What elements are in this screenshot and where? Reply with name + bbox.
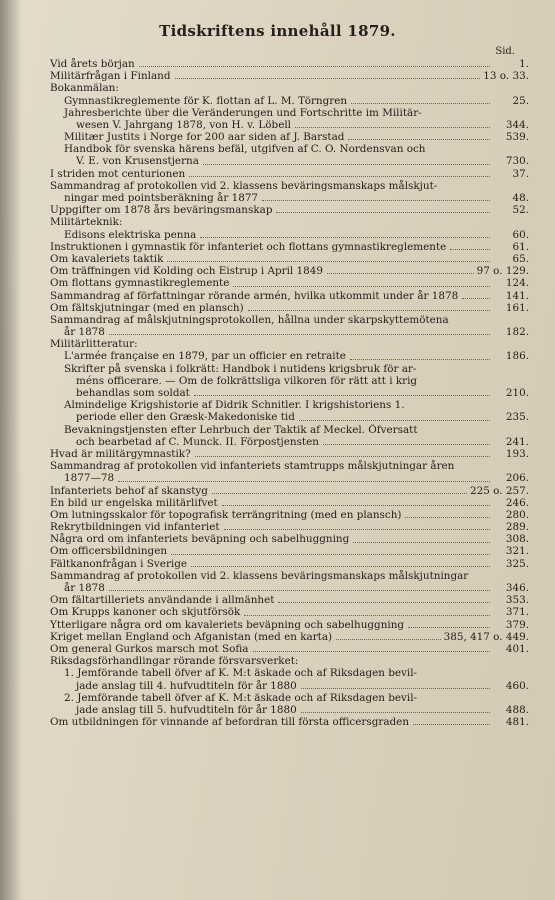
toc-leader-dots bbox=[224, 529, 490, 530]
toc-leader-dots bbox=[200, 237, 490, 238]
toc-entry-page: 539. bbox=[505, 131, 529, 144]
toc-entry-title: behandlas som soldat bbox=[76, 387, 190, 400]
toc-entry-page: 321. bbox=[505, 545, 529, 558]
toc-leader-dots bbox=[336, 639, 441, 640]
toc-entry-title: Om fältskjutningar (med en plansch) bbox=[50, 301, 244, 314]
toc-entry bbox=[50, 582, 529, 594]
toc-entry-page: 37. bbox=[512, 167, 529, 180]
toc-entry-title: Militärteknik: bbox=[50, 216, 123, 229]
toc-entry bbox=[50, 460, 529, 472]
toc-entry bbox=[50, 326, 529, 338]
toc-entry-page: 353. bbox=[505, 594, 529, 607]
toc-entry-page: 325. bbox=[505, 557, 529, 570]
page-edge-shadow bbox=[0, 0, 22, 900]
toc-entry bbox=[50, 631, 529, 643]
toc-entry-title: Kriget mellan England och Afganistan (med en karta) bbox=[50, 630, 333, 643]
toc-entry bbox=[50, 351, 529, 363]
toc-leader-dots bbox=[350, 359, 490, 360]
toc-entry-page: 344. bbox=[505, 118, 529, 131]
toc-leader-dots bbox=[203, 164, 490, 165]
toc-entry bbox=[50, 107, 529, 119]
toc-entry-page: 460. bbox=[505, 679, 529, 692]
toc-leader-dots bbox=[195, 456, 490, 457]
toc-entry bbox=[50, 521, 529, 533]
toc-entry-title: Sammandrag af författningar rörande armén, hvilka utkommit under år 1878 bbox=[50, 289, 459, 302]
toc-leader-dots bbox=[405, 517, 490, 518]
toc-entry-title: 1877—78 bbox=[64, 472, 115, 485]
toc-entry bbox=[50, 302, 529, 314]
toc-entry bbox=[50, 95, 529, 107]
toc-entry bbox=[50, 533, 529, 545]
toc-entry bbox=[50, 241, 529, 253]
toc-entry-title: Rekrytbildningen vid infanteriet bbox=[50, 521, 220, 534]
toc-leader-dots bbox=[413, 724, 490, 725]
toc-entry-page: 206. bbox=[505, 472, 529, 485]
toc-leader-dots bbox=[175, 78, 481, 79]
toc-entry-page: 481. bbox=[505, 716, 529, 729]
toc-entry-title: Om träffningen vid Kolding och Eistrup i April 1849 bbox=[50, 265, 323, 278]
toc-entry bbox=[50, 168, 529, 180]
toc-entry bbox=[50, 509, 529, 521]
toc-leader-dots bbox=[299, 420, 490, 421]
toc-leader-dots bbox=[233, 286, 490, 287]
toc-entry bbox=[50, 216, 529, 228]
toc-leader-dots bbox=[253, 651, 491, 652]
toc-entry-page: 401. bbox=[505, 642, 529, 655]
toc-leader-dots bbox=[212, 493, 467, 494]
toc-entry bbox=[50, 655, 529, 667]
toc-entry-page: 730. bbox=[505, 155, 529, 168]
toc-entry-title: Bokanmälan: bbox=[50, 82, 119, 95]
toc-entry-title: V. E. von Krusenstjerna bbox=[76, 155, 199, 168]
toc-entry bbox=[50, 411, 529, 423]
toc-leader-dots bbox=[462, 298, 490, 299]
toc-entry-title: Om lutningsskalor för topografisk terrängritning (med en plansch) bbox=[50, 508, 402, 521]
toc-entry-page: 280. bbox=[505, 508, 529, 521]
toc-entry-title: jade anslag till 5. hufvudtiteln för år 1880 bbox=[76, 703, 297, 716]
toc-entry-title: 1. Jemförande tabell öfver af K. M:t äskade och af Riksdagen bevil- bbox=[64, 667, 418, 680]
toc-leader-dots bbox=[348, 139, 490, 140]
toc-entry bbox=[50, 131, 529, 143]
toc-entry bbox=[50, 680, 529, 692]
toc-entry bbox=[50, 472, 529, 484]
toc-entry-title: ningar med pointsberäkning år 1877 bbox=[64, 192, 259, 205]
toc-entry-title: Militärlitteratur: bbox=[50, 338, 138, 351]
toc-entry-title: Jahresberichte über die Veränderungen und Fortschritte im Militär- bbox=[64, 106, 422, 119]
toc-entry-page: 379. bbox=[505, 618, 529, 631]
toc-entry-page: 385, 417 o. 449. bbox=[443, 630, 529, 643]
toc-entry bbox=[50, 338, 529, 350]
toc-entry-page: 13 o. 33. bbox=[483, 70, 529, 83]
toc-entry bbox=[50, 143, 529, 155]
toc-entry-title: Uppgifter om 1878 års beväringsmanskap bbox=[50, 204, 273, 217]
toc-entry-title: Skrifter på svenska i folkrätt: Handbok i nutidens krigsbruk för ar- bbox=[64, 362, 417, 375]
toc-entry bbox=[50, 204, 529, 216]
toc-leader-dots bbox=[262, 200, 490, 201]
toc-leader-dots bbox=[109, 334, 490, 335]
toc-entry-page: 371. bbox=[505, 606, 529, 619]
toc-entry bbox=[50, 546, 529, 558]
toc-entry-title: Fältkanonfrågan i Sverige bbox=[50, 557, 188, 570]
toc-entry-title: år 1878 bbox=[64, 582, 105, 595]
toc-leader-dots bbox=[327, 273, 474, 274]
toc-entry-page: 161. bbox=[505, 301, 529, 314]
toc-entry-title: periode eller den Græsk-Makedoniske tid bbox=[76, 411, 295, 424]
toc-entry-title: Om utbildningen för vinnande af befordran till första officersgraden bbox=[50, 716, 410, 729]
toc-entry bbox=[50, 363, 529, 375]
toc-leader-dots bbox=[222, 505, 490, 506]
toc-entry-page: 186. bbox=[505, 350, 529, 363]
table-of-contents bbox=[50, 58, 529, 728]
toc-entry-title: Vid årets början bbox=[50, 57, 135, 70]
toc-entry bbox=[50, 58, 529, 70]
toc-leader-dots bbox=[167, 261, 490, 262]
page-title: Tidskriftens innehåll 1879. bbox=[159, 22, 396, 40]
toc-leader-dots bbox=[301, 712, 490, 713]
toc-entry-title: méns officerare. — Om de folkrättsliga vilkoren för rätt att i krig bbox=[76, 374, 418, 387]
toc-entry-page: 235. bbox=[505, 411, 529, 424]
toc-entry-page: 1. bbox=[519, 57, 529, 70]
toc-entry bbox=[50, 606, 529, 618]
toc-entry-page: 141. bbox=[505, 289, 529, 302]
toc-entry bbox=[50, 424, 529, 436]
toc-entry-title: wesen V. Jahrgang 1878, von H. v. Löbell bbox=[76, 118, 292, 131]
toc-entry bbox=[50, 399, 529, 411]
toc-entry-title: Om fältartilleriets användande i allmänhet bbox=[50, 594, 275, 607]
toc-entry-title: L'armée française en 1879, par un officier en retraite bbox=[64, 350, 346, 363]
toc-entry-title: Edisons elektriska penna bbox=[64, 228, 197, 241]
toc-leader-dots bbox=[301, 688, 490, 689]
toc-entry bbox=[50, 253, 529, 265]
toc-entry-page: 48. bbox=[512, 192, 529, 205]
toc-entry-title: Infanteriets behof af skanstyg bbox=[50, 484, 208, 497]
toc-entry-title: Om kavaleriets taktik bbox=[50, 252, 164, 265]
toc-entry-title: I striden mot centurionen bbox=[50, 167, 186, 180]
toc-entry-title: och bearbetad af C. Munck. II. Förpostjensten bbox=[76, 435, 319, 448]
toc-leader-dots bbox=[276, 212, 490, 213]
toc-entry bbox=[50, 643, 529, 655]
toc-leader-dots bbox=[248, 310, 490, 311]
toc-entry-title: jade anslag till 4. hufvudtiteln för år 1880 bbox=[76, 679, 297, 692]
toc-entry bbox=[50, 704, 529, 716]
toc-entry-title: Sammandrag af protokollen vid 2. klassens beväringsmanskaps målskjut- bbox=[50, 179, 438, 192]
toc-entry bbox=[50, 387, 529, 399]
toc-entry-page: 25. bbox=[512, 94, 529, 107]
toc-entry-page: 61. bbox=[512, 240, 529, 253]
toc-entry-page: 308. bbox=[505, 533, 529, 546]
toc-entry-page: 97 o. 129. bbox=[476, 265, 529, 278]
toc-entry bbox=[50, 156, 529, 168]
toc-entry bbox=[50, 82, 529, 94]
toc-entry-title: Instruktionen i gymnastik för infanteriet och flottans gymnastikreglemente bbox=[50, 240, 447, 253]
toc-entry bbox=[50, 229, 529, 241]
toc-leader-dots bbox=[295, 127, 490, 128]
toc-entry-title: Om general Gurkos marsch mot Sofia bbox=[50, 642, 249, 655]
toc-entry bbox=[50, 70, 529, 82]
toc-entry-title: Sammandrag af protokollen vid 2. klassens beväringsmanskaps målskjutningar bbox=[50, 569, 469, 582]
toc-entry bbox=[50, 692, 529, 704]
toc-entry bbox=[50, 436, 529, 448]
toc-entry bbox=[50, 485, 529, 497]
toc-entry bbox=[50, 497, 529, 509]
toc-entry bbox=[50, 180, 529, 192]
toc-leader-dots bbox=[139, 66, 490, 67]
toc-leader-dots bbox=[408, 627, 490, 628]
toc-entry-title: Gymnastikreglemente för K. flottan af L. M. Törngren bbox=[64, 94, 348, 107]
toc-entry bbox=[50, 119, 529, 131]
toc-entry bbox=[50, 192, 529, 204]
toc-entry bbox=[50, 448, 529, 460]
toc-entry-page: 182. bbox=[505, 326, 529, 339]
toc-entry bbox=[50, 716, 529, 728]
toc-entry-title: Om flottans gymnastikreglemente bbox=[50, 277, 230, 290]
toc-entry-title: Ytterligare några ord om kavaleriets beväpning och sabelhuggning bbox=[50, 618, 405, 631]
toc-entry bbox=[50, 619, 529, 631]
toc-entry-page: 488. bbox=[505, 703, 529, 716]
toc-entry-title: Sammandrag af målskjutningsprotokollen, hållna under skarpskyttemötena bbox=[50, 313, 449, 326]
toc-entry-page: 241. bbox=[505, 435, 529, 448]
toc-entry bbox=[50, 265, 529, 277]
toc-leader-dots bbox=[278, 602, 490, 603]
toc-entry-title: Sammandrag af protokollen vid infanteriets stamtrupps målskjutningar åren bbox=[50, 460, 455, 473]
toc-entry-page: 65. bbox=[512, 252, 529, 265]
toc-entry-title: En bild ur engelska militärlifvet bbox=[50, 496, 218, 509]
toc-entry-title: 2. Jemförande tabell öfver af K. M:t äskade och af Riksdagen bevil- bbox=[64, 691, 418, 704]
toc-leader-dots bbox=[244, 615, 490, 616]
toc-entry-title: Militärfrågan i Finland bbox=[50, 70, 171, 83]
toc-entry bbox=[50, 570, 529, 582]
toc-entry-title: Almindelige Krigshistorie af Didrik Schnitler. I krigshistoriens 1. bbox=[64, 399, 405, 412]
toc-entry-page: 193. bbox=[505, 447, 529, 460]
toc-leader-dots bbox=[118, 481, 490, 482]
toc-entry-page: 210. bbox=[505, 387, 529, 400]
toc-leader-dots bbox=[171, 554, 490, 555]
toc-entry-page: 246. bbox=[505, 496, 529, 509]
toc-entry bbox=[50, 667, 529, 679]
toc-entry bbox=[50, 314, 529, 326]
toc-entry-page: 346. bbox=[505, 582, 529, 595]
toc-entry-title: Hvad är militärgymnastik? bbox=[50, 447, 191, 460]
toc-entry bbox=[50, 594, 529, 606]
toc-entry-page: 52. bbox=[512, 204, 529, 217]
toc-leader-dots bbox=[109, 590, 490, 591]
toc-entry bbox=[50, 277, 529, 289]
toc-leader-dots bbox=[450, 249, 490, 250]
toc-entry-page: 225 o. 257. bbox=[470, 484, 529, 497]
toc-entry-title: Handbok för svenska härens befäl, utgifven af C. O. Nordensvan och bbox=[64, 143, 426, 156]
toc-entry-title: Om Krupps kanoner och skjutförsök bbox=[50, 606, 241, 619]
toc-leader-dots bbox=[353, 542, 490, 543]
page-column-header: Sid. bbox=[495, 46, 515, 57]
toc-entry bbox=[50, 290, 529, 302]
toc-entry-title: Om officersbildningen bbox=[50, 545, 168, 558]
toc-leader-dots bbox=[323, 444, 490, 445]
toc-entry-title: Militær Justits i Norge for 200 aar siden af J. Barstad bbox=[64, 131, 345, 144]
toc-entry bbox=[50, 558, 529, 570]
toc-entry-page: 289. bbox=[505, 521, 529, 534]
toc-entry-page: 60. bbox=[512, 228, 529, 241]
toc-leader-dots bbox=[194, 395, 490, 396]
toc-leader-dots bbox=[351, 103, 490, 104]
toc-entry-title: år 1878 bbox=[64, 326, 105, 339]
toc-leader-dots bbox=[191, 566, 490, 567]
toc-entry-title: Några ord om infanteriets beväpning och sabelhuggning bbox=[50, 533, 350, 546]
toc-entry-title: Bevakningstjensten efter Lehrbuch der Taktik af Meckel. Öfversatt bbox=[64, 423, 418, 436]
toc-leader-dots bbox=[189, 176, 490, 177]
toc-entry bbox=[50, 375, 529, 387]
toc-entry-page: 124. bbox=[505, 277, 529, 290]
toc-entry-title: Riksdagsförhandlingar rörande försvarsverket: bbox=[50, 655, 299, 668]
